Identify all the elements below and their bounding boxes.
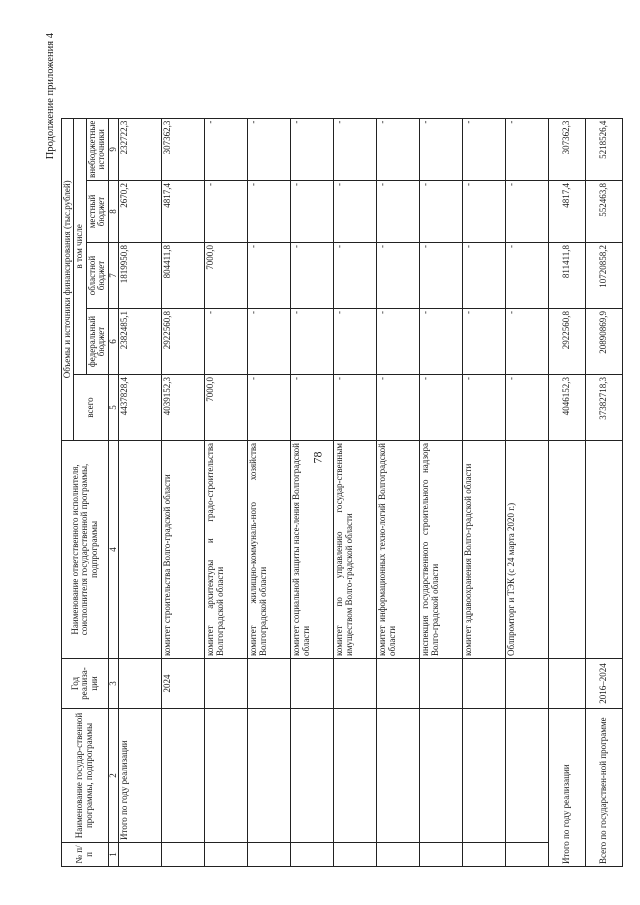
cell-federal: 2922560,8 (162, 309, 205, 375)
cell-program (506, 709, 549, 843)
header-num: № п/п (62, 843, 109, 867)
header-executor: Наименование ответственного исполнителя, соисполнителя государственной программы, подпрограммы (62, 441, 109, 659)
cell-extra: 307362,3 (162, 118, 205, 180)
cell-total: - (377, 375, 420, 441)
table-body (119, 118, 623, 866)
cell-num (463, 843, 506, 867)
cell-total: - (420, 375, 463, 441)
table-row (506, 118, 549, 866)
cell-total: - (334, 375, 377, 441)
cell-year (549, 659, 586, 709)
table-row (291, 118, 334, 866)
cell-federal: - (334, 309, 377, 375)
header-program: Наименование государ-ственной программы, подпрограммы (62, 709, 109, 843)
cell-federal: 20890869,9 (586, 309, 623, 375)
cell-regional: - (463, 243, 506, 309)
cell-total: 4039152,3 (162, 375, 205, 441)
cell-regional: 7000,0 (205, 243, 248, 309)
cell-federal: - (205, 309, 248, 375)
cell-year (463, 659, 506, 709)
cell-extra: - (205, 118, 248, 180)
cell-year (205, 659, 248, 709)
cell-extra: - (463, 118, 506, 180)
cell-extra: - (291, 118, 334, 180)
cell-local: - (334, 181, 377, 243)
cell-local: 2670,2 (119, 181, 162, 243)
financing-table (61, 118, 623, 867)
cell-local: - (377, 181, 420, 243)
cell-executor: комитет архитектуры и градо-строительства Волгоградской области (205, 441, 248, 659)
cell-local: - (291, 181, 334, 243)
cell-year (420, 659, 463, 709)
cell-year (506, 659, 549, 709)
header-total: всего (74, 375, 108, 441)
cell-program (420, 709, 463, 843)
cell-program (463, 709, 506, 843)
cell-federal: 2382485,1 (119, 309, 162, 375)
cell-extra: - (334, 118, 377, 180)
header-incl: в том числе (74, 118, 86, 374)
cell-federal: 2922560,8 (549, 309, 586, 375)
cell-local: 552463,8 (586, 181, 623, 243)
cell-extra: - (506, 118, 549, 180)
cell-num (334, 843, 377, 867)
cell-local: - (248, 181, 291, 243)
cell-local: 4817,4 (162, 181, 205, 243)
header-volumes: Объемы и источники финансирования (тыс.рублей) (62, 118, 74, 440)
cell-executor: инспекция государственного строительного надзора Волго-градской области (420, 441, 463, 659)
col-index: 8 (108, 181, 118, 243)
cell-extra: 307362,3 (549, 118, 586, 180)
cell-regional: - (334, 243, 377, 309)
col-index: 7 (108, 243, 118, 309)
cell-num (205, 843, 248, 867)
cell-year: 2016–2024 (586, 659, 623, 709)
cell-regional: - (420, 243, 463, 309)
cell-total: - (248, 375, 291, 441)
table-row (377, 118, 420, 866)
header-federal: федеральный бюджет (86, 309, 108, 375)
cell-extra: - (248, 118, 291, 180)
cell-year: 2024 (162, 659, 205, 709)
cell-regional: - (291, 243, 334, 309)
table-row (162, 118, 205, 866)
cell-program: Всего по государствен-ной программе (586, 709, 623, 867)
cell-program (205, 709, 248, 843)
cell-num (506, 843, 549, 867)
cell-federal: - (248, 309, 291, 375)
cell-executor (549, 441, 586, 659)
cell-total: - (291, 375, 334, 441)
appendix-caption: Продолжение приложения 4 (45, 33, 56, 160)
cell-local: 4817,4 (549, 181, 586, 243)
cell-executor: Облпромторг и ТЭК (с 24 марта 2020 г.) (506, 441, 549, 659)
cell-year (334, 659, 377, 709)
cell-regional: 804411,8 (162, 243, 205, 309)
col-index: 5 (108, 375, 118, 441)
cell-federal: - (420, 309, 463, 375)
cell-year (119, 659, 162, 709)
cell-regional: 811411,8 (549, 243, 586, 309)
cell-regional: - (377, 243, 420, 309)
table-row (463, 118, 506, 866)
cell-num (162, 843, 205, 867)
cell-executor (119, 441, 162, 659)
cell-extra: - (377, 118, 420, 180)
cell-federal: - (463, 309, 506, 375)
cell-extra: 232722,3 (119, 118, 162, 180)
cell-local: - (506, 181, 549, 243)
table-row (334, 118, 377, 866)
cell-executor: комитет жилищно-коммуналь-ного хозяйства Волгоградской области (248, 441, 291, 659)
cell-program (334, 709, 377, 843)
cell-program: Итого по году реализации (549, 709, 586, 867)
cell-year (377, 659, 420, 709)
cell-total: - (506, 375, 549, 441)
cell-extra: 5218526,4 (586, 118, 623, 180)
col-index: 3 (108, 659, 118, 709)
cell-year (291, 659, 334, 709)
cell-num (377, 843, 420, 867)
rotated-page (41, 25, 609, 875)
table-row (205, 118, 248, 866)
col-index: 2 (108, 709, 118, 843)
cell-total: 4437828,4 (119, 375, 162, 441)
cell-executor: комитет здравоохранения Волго-градской области (463, 441, 506, 659)
page-number: 78 (310, 451, 325, 464)
col-index: 4 (108, 441, 118, 659)
table-row (248, 118, 291, 866)
header-year: Год реализа-ции (62, 659, 109, 709)
cell-executor (586, 441, 623, 659)
cell-federal: - (506, 309, 549, 375)
cell-federal: - (377, 309, 420, 375)
cell-extra: - (420, 118, 463, 180)
cell-num (420, 843, 463, 867)
cell-total: 4046152,3 (549, 375, 586, 441)
cell-num (119, 843, 162, 867)
cell-local: - (420, 181, 463, 243)
header-regional: областной бюджет (86, 243, 108, 309)
table-row (119, 118, 162, 866)
cell-executor: комитет информационных техно-логий Волгоградской области (377, 441, 420, 659)
cell-regional: - (506, 243, 549, 309)
table-row (420, 118, 463, 866)
cell-program (248, 709, 291, 843)
cell-local: - (205, 181, 248, 243)
col-index: 6 (108, 309, 118, 375)
cell-executor: комитет по управлению государ-ственным имуществом Волго-градской области (334, 441, 377, 659)
cell-executor: комитет социальной защиты насе-ления Волгоградской области (291, 441, 334, 659)
cell-program: Итого по году реализации (119, 709, 162, 843)
cell-num (248, 843, 291, 867)
col-index: 9 (108, 118, 118, 180)
cell-regional: 10720858,2 (586, 243, 623, 309)
cell-total: - (463, 375, 506, 441)
header-local: местный бюджет (86, 181, 108, 243)
cell-program (291, 709, 334, 843)
header-extra: внебюджетные источники (86, 118, 108, 180)
cell-year (248, 659, 291, 709)
total-row (549, 118, 586, 866)
total-row (586, 118, 623, 866)
cell-local: - (463, 181, 506, 243)
cell-total: 37382718,3 (586, 375, 623, 441)
cell-program (377, 709, 420, 843)
cell-regional: 1819950,8 (119, 243, 162, 309)
col-index: 1 (108, 843, 118, 867)
cell-regional: - (248, 243, 291, 309)
cell-program (162, 709, 205, 843)
cell-executor: комитет строительства Волго-градской области (162, 441, 205, 659)
cell-federal: - (291, 309, 334, 375)
cell-num (291, 843, 334, 867)
cell-total: 7000,0 (205, 375, 248, 441)
